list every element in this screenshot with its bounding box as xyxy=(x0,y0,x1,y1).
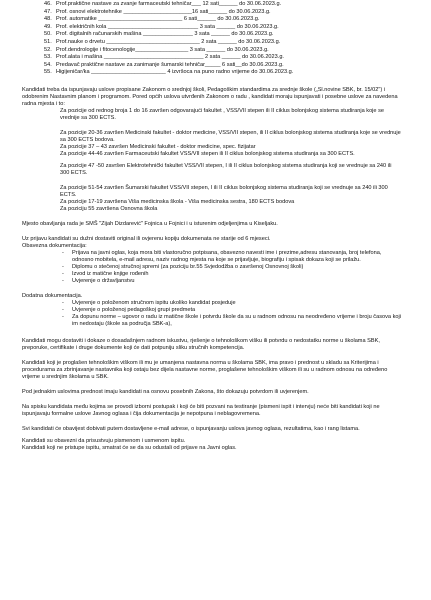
requirement-paragraph: Za pozicije 20-36 završen Medicinski fakultet - doktor medicine, VSS/VII stepen, ili II ciklus bolonjskog sistema studiranja koje se vrednuje sa 300 ECTS bodova. xyxy=(60,129,401,143)
notification-paragraph: Svi kandidati će obavijest dobivati putem dostavljene e-mail adrese, o ispunjavanju uslova javnog oglasa, rezultatima, kao i rang listama. xyxy=(22,425,360,432)
list-item: 55. Higijeničar/ka ________________________ 4 izvršoca na puno radno vrijeme do 30.06.2023.g. xyxy=(44,69,294,76)
list-item: - Prijava na javni oglas, koja mora biti vlastoručno potpisana, obavezno navesti ime i prezime,adresu stanovanja, broj telefona, odnosno mobitela, e-mail adresu, naziv radnog mjesta na koje se prijavljuje, biografiju i spisak dokaza koji se prilažu. xyxy=(62,249,382,263)
requirement-paragraph: Za pozicije 17-19 završena Viša medicinska škola - Viša medicinska sestra, 180 ECTS bodova xyxy=(60,198,295,205)
list-item: 50. Prof. digitalnih računarskih mašina ________________ 3 sata ______ do 30.06.2023.g. xyxy=(44,31,274,38)
documents-heading: Obavezna dokumentacija: xyxy=(22,242,87,249)
list-item: 49. Prof. električnih kola _____________________________ 3 sata ______ do 30.06.2023.g. xyxy=(44,23,279,30)
location-paragraph: Mjesto obavljanja rada je SMŠ "Zijah Dizdarević" Fojnica u Fojnici i u isturenim odjeljenjima u Kiseljaku. xyxy=(22,220,278,227)
list-item: 52. Prof.dendrologije i fitocenologije_________________ 3 sata ______ do 30.06.2023.g. xyxy=(44,46,269,53)
intro-paragraph: Kandidati treba da ispunjavaju uslove propisane Zakonom o srednjoj školi, Pedagoškim standardima za srednje škole („Sl.novine SBK, br. 15/02") i odobrenim Nastavnim planom i programom. Pored općih uslova utvrđenih Zakonom o radu , kandidati moraju ispunjavati i posebne uslove za navedena radna mjesta i to: xyxy=(22,86,398,107)
list-item: 46. Prof.praktične nastave za zvanje farmaceutski tehničar___ 12 sati______ do 30.06.2023.g. xyxy=(44,1,282,7)
requirement-paragraph: Za pozicije od rednog broja 1 do 16 završen odgovarajući fakultet , VSS/VII stepen ili II ciklus bolonjskog sistema studiranja koje se vrednije sa 300 ECTS. xyxy=(60,107,384,121)
list-item: - Diplomu o stečenoj stručnoj spremi (za poziciju br.55 Svjedodžba o završenoj Osnovnoj školi) xyxy=(62,263,304,270)
surplus-paragraph: Kandidati koji je proglašen tehnološkim viškom ili mu je umanjena nastavna norma u školama SBK, ima pravo i prednost u skladu sa Kriterijima i procedurama za zbrinjavanje nastavnika koji ostaju bez dijela nastavne norme, proglašene tehnološkim viškom ili su u radnom odnosu na određeno vrijeme u srednjim školama u SBK. xyxy=(22,359,388,380)
requirement-paragraph: Za pozicije 51-54 završen Šumarski fakultet VSS/VII stepen, I ili II ciklus bolonjskog sistema studiranja koji se vrednuje sa 240 ili 300 ECTS. xyxy=(60,184,388,198)
testing-paragraph: Na spisku kandidata među kojima se provodi izborni postupak i koji će biti pozvani na testiranje (pismeni ispit i intervju) neće biti kandidati koji ne ispunjavaju formalne uslove Javnog oglasa i čija dokumentacija je nepotpuna i neblagovremena. xyxy=(22,403,380,417)
list-item: 51. Prof.nauke o drvetu ______________________________ 2 sata ______ do 30.06.2023.g. xyxy=(44,38,281,45)
list-item: 48. Prof. automatike ___________________________ 6 sati______ do 30.06.2023.g. xyxy=(44,16,260,23)
documents-list xyxy=(22,250,401,285)
requirement-paragraph: Za pozicije 47 -50 završen Elektrotehnički fakultet VSS/VII stepen, I ili II ciklus bolonjskog sistema studiranja koji se vrednuje sa 240 ili 300 ECTS. xyxy=(60,162,392,176)
requirement-paragraph: Za pozicije 37 – 43 završen Medicinski fakultet - doktor medicine, spec. fizijatar xyxy=(60,143,256,150)
requirement-paragraph: Za poziciju 55 završena Osnovna škola xyxy=(60,205,158,212)
list-item: 47. Prof. osnovi elektrotehnike ______________________16 sati______ do 30.06.2023.g. xyxy=(44,8,271,15)
list-item: 54. Predavač praktične nastave za zanimanje šumarski tehničar_____ 6 sati__do 30.06.2023.g. xyxy=(44,61,284,68)
list-item: - Uvjerenje o položenoj pedagoškoj grupi predmeta xyxy=(62,306,196,313)
list-item: - Za dopunu norme – ugovor o radu iz matične škole i potvrdu škole da su u radnom odnosu na neodređeno vrijeme i broju časova koji im nedostaju (škole sa područja SBK-a), xyxy=(62,313,401,327)
list-item: - Uvjerenje o položenom stručnom ispitu ukoliko kandidat posjeduje xyxy=(62,299,236,306)
position-list xyxy=(44,1,401,77)
exam-withdrawal-paragraph: Kandidati koji ne pristupe ispitu, smatrat će se da su odustali od prijave na Javni oglas. xyxy=(22,444,237,451)
list-item: - Uvjerenje o državljanstvu xyxy=(62,277,135,284)
extra-documents-list xyxy=(22,300,401,328)
list-item: - Izvod iz matične knjige rođenih xyxy=(62,270,149,277)
priority-paragraph: Pod jednakim uslovima prednost imaju kandidati na osnovu posebnih Zakona, što dokazuju potvrdom ili uvjerenjem. xyxy=(22,388,309,395)
list-item: 53. Prof.alata i mašina ________________________________ 2 sata ______ do 30.06.2023.g. xyxy=(44,54,284,61)
exam-attendance-paragraph: Kandidati su obavezni da prisustvuju pismenom i usmenom ispitu. xyxy=(22,437,186,444)
experience-paragraph: Kandidati mogu dostaviti i dokaze o dosadašnjem radnom iskustvu, rješenje o tehnološkom višku ili potvrdu o nedostatku norme u školama SBK, preporuke, certifikate i druge dokumente koji će dati potpuniju sliku stručnih kompetencija. xyxy=(22,337,380,351)
extra-documents-heading: Dodatna dokumentacija. xyxy=(22,292,83,299)
documents-intro: Uz prijavu kandidati su dužni dostaviti original ili ovjerenu kopiju dokumenata ne starije od 6 mjeseci. xyxy=(22,235,271,242)
requirement-paragraph: Za pozicije 44-46 završen Farmaceutski fakultet VSS/VII stepen ili II ciklus bolonjskog sistema studiranja sa 300 ECTS. xyxy=(60,150,355,157)
